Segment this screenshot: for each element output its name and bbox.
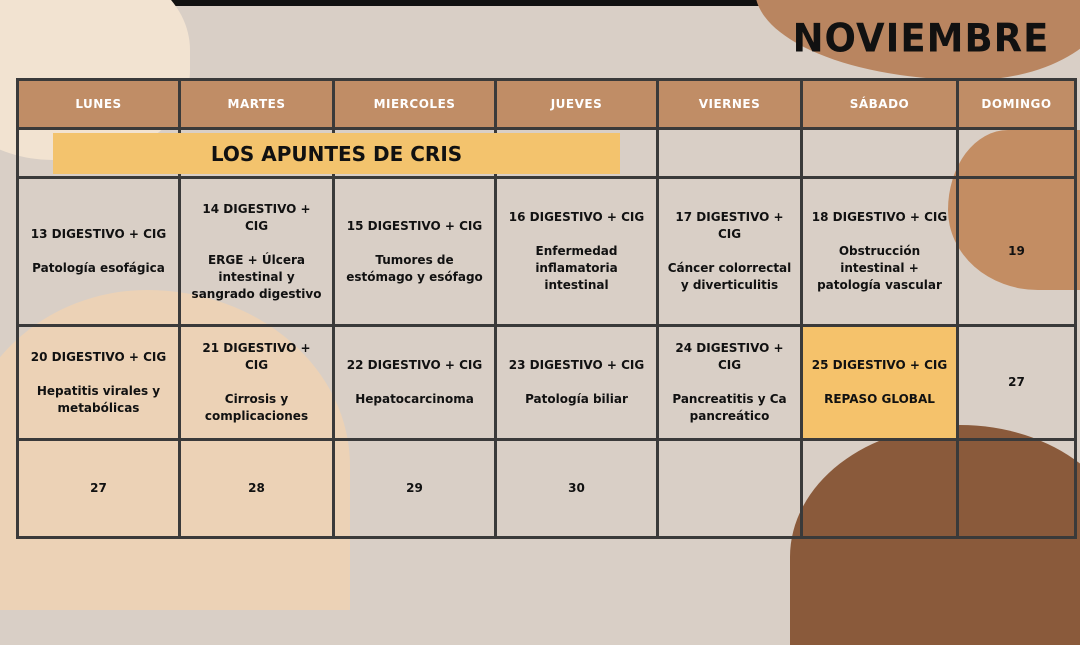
day-topic: REPASO GLOBAL (824, 392, 935, 406)
week-row (18, 178, 1076, 326)
calendar-cell-empty (802, 440, 958, 538)
day-topic: Cirrosis y complicaciones (204, 392, 309, 423)
calendar-cell (802, 129, 958, 178)
day-title: 24 DIGESTIVO + CIG (675, 341, 784, 372)
day-topic: Enfermedad inflamatoria intestinal (535, 244, 618, 292)
day-title: 20 DIGESTIVO + CIG (30, 349, 167, 364)
calendar-day-29 (334, 440, 496, 538)
banner-title: LOS APUNTES DE CRIS (53, 133, 620, 174)
calendar-day-24 (658, 326, 802, 440)
weekday-monday: LUNES (18, 80, 180, 129)
day-topic: Tumores de estómago y esófago (346, 252, 483, 284)
day-number: 27 (90, 481, 107, 495)
calendar-day-17 (658, 178, 802, 326)
day-topic: Hepatitis virales y metabólicas (36, 383, 161, 415)
calendar-day-22 (334, 326, 496, 440)
weekday-friday: VIERNES (658, 80, 802, 129)
weekday-header-row (18, 80, 1076, 129)
calendar-day-13 (18, 178, 180, 326)
calendar-day-18 (802, 178, 958, 326)
day-topic: Patología esofágica (32, 261, 165, 275)
day-title: 23 DIGESTIVO + CIG (508, 358, 645, 372)
weekday-wednesday: MIERCOLES (334, 80, 496, 129)
calendar-cell (958, 129, 1076, 178)
calendar-day-20 (18, 326, 180, 440)
week-row (18, 326, 1076, 440)
day-topic: ERGE + Úlcera intestinal y sangrado digestivo (191, 252, 322, 301)
calendar-day-25 (802, 326, 958, 440)
day-topic: Hepatocarcinoma (355, 392, 474, 406)
calendar-day-30 (496, 440, 658, 538)
day-title: 15 DIGESTIVO + CIG (346, 218, 483, 233)
day-topic: Pancreatitis y Ca pancreático (672, 392, 787, 423)
day-title: 18 DIGESTIVO + CIG (811, 210, 948, 224)
day-topic: Cáncer colorrectal y diverticulitis (667, 261, 792, 292)
day-title: 22 DIGESTIVO + CIG (346, 358, 483, 372)
day-number: 28 (248, 481, 265, 495)
day-title: 25 DIGESTIVO + CIG (811, 358, 948, 372)
day-number: 30 (568, 481, 585, 495)
calendar-day-28 (180, 440, 334, 538)
calendar-day-27 (18, 440, 180, 538)
day-title: 17 DIGESTIVO + CIG (675, 210, 784, 241)
calendar-day-sunday (958, 326, 1076, 440)
day-title: 21 DIGESTIVO + CIG (202, 341, 311, 372)
calendar-day-16 (496, 178, 658, 326)
calendar-cell-empty (958, 440, 1076, 538)
weekday-sunday: DOMINGO (958, 80, 1076, 129)
day-topic: Patología biliar (525, 392, 628, 406)
month-title: NOVIEMBRE (792, 15, 1050, 61)
weekday-saturday: SÁBADO (802, 80, 958, 129)
weekday-thursday: JUEVES (496, 80, 658, 129)
day-number: 27 (1008, 375, 1025, 389)
calendar-cell-empty (658, 440, 802, 538)
day-title: 14 DIGESTIVO + CIG (202, 201, 311, 233)
calendar-day-15 (334, 178, 496, 326)
calendar-day-19 (958, 178, 1076, 326)
week-row (18, 440, 1076, 538)
day-title: 16 DIGESTIVO + CIG (508, 210, 645, 224)
calendar-day-14 (180, 178, 334, 326)
day-number: 19 (1008, 244, 1025, 258)
calendar-day-23 (496, 326, 658, 440)
day-title: 13 DIGESTIVO + CIG (30, 227, 167, 241)
day-number: 29 (406, 481, 423, 495)
weekday-tuesday: MARTES (180, 80, 334, 129)
calendar-day-21 (180, 326, 334, 440)
day-topic: Obstrucción intestinal + patología vascular (817, 244, 942, 292)
calendar-cell (658, 129, 802, 178)
